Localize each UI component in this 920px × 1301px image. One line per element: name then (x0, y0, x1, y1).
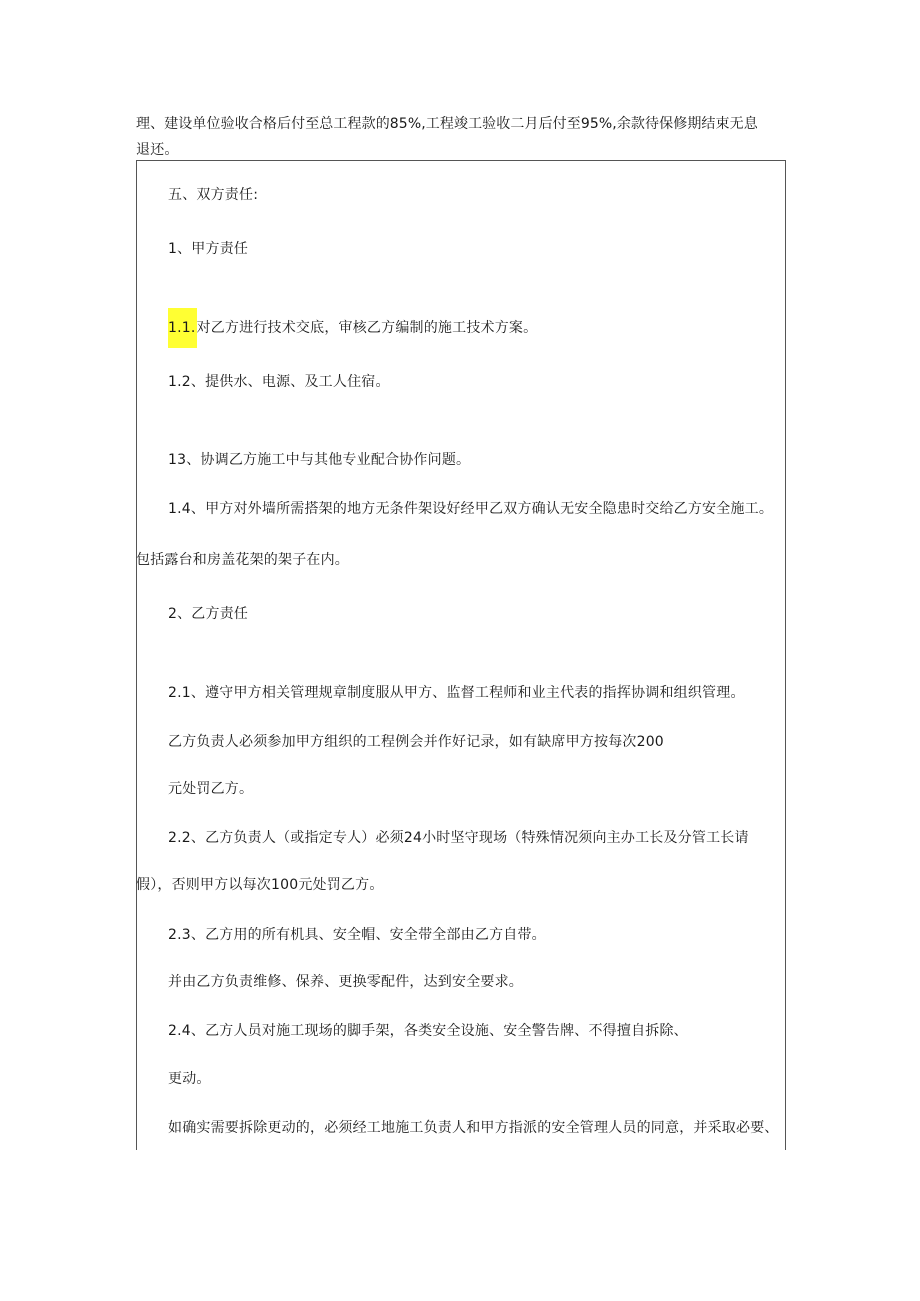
intro-line-1: 理、建设单位验收合格后付至总工程款的85%,工程竣工验收二月后付至95%,余款待保修期结束无息 (136, 116, 758, 132)
section-title: 五、双方责任: (168, 187, 259, 203)
clause-1-2: 1.2、提供水、电源、及工人住宿。 (168, 374, 390, 390)
clause-2-2: 2.2、乙方负责人（或指定专人）必须24小时坚守现场（特殊情况须向主办工长及分管工长请 (168, 830, 749, 846)
clause-2-1: 2.1、遵守甲方相关管理规章制度服从甲方、监督工程师和业主代表的指挥协调和组织管理。 (168, 685, 745, 701)
clause-2-3: 2.3、乙方用的所有机具、安全帽、安全带全部由乙方自带。 (168, 927, 546, 943)
content-frame (136, 160, 786, 1150)
clause-2-4-continuation-2: 如确实需要拆除更动的，必须经工地施工负责人和甲方指派的安全管理人员的同意，并采取必要、 (168, 1120, 779, 1136)
clause-1-1 (168, 318, 537, 338)
clause-2-2-continuation: 假），否则甲方以每次100元处罚乙方。 (136, 877, 384, 893)
clause-1-1-text: 对乙方进行技术交底，审核乙方编制的施工技术方案。 (196, 320, 538, 336)
intro-line-2: 退还。 (136, 142, 179, 158)
clause-1-4: 1.4、甲方对外墙所需搭架的地方无条件架设好经甲乙双方确认无安全隐患时交给乙方安全施工。 (168, 501, 774, 517)
clause-2-3-continuation: 并由乙方负责维修、保养、更换零配件，达到安全要求。 (168, 974, 523, 990)
clause-number-highlight: 1.1. (168, 308, 197, 348)
party-a-heading: 1、甲方责任 (168, 241, 249, 257)
party-b-heading: 2、乙方责任 (168, 606, 249, 622)
clause-2-4-continuation: 更动。 (168, 1071, 211, 1087)
clause-2-1-continuation: 乙方负责人必须参加甲方组织的工程例会并作好记录，如有缺席甲方按每次200 (168, 734, 664, 750)
clause-2-4: 2.4、乙方人员对施工现场的脚手架，各类安全设施、安全警告牌、不得擅自拆除、 (168, 1023, 688, 1039)
clause-2-1-continuation-2: 元处罚乙方。 (168, 781, 254, 797)
clause-1-3: 13、协调乙方施工中与其他专业配合协作问题。 (168, 452, 471, 468)
clause-1-4-continuation: 包括露台和房盖花架的架子在内。 (136, 552, 349, 568)
